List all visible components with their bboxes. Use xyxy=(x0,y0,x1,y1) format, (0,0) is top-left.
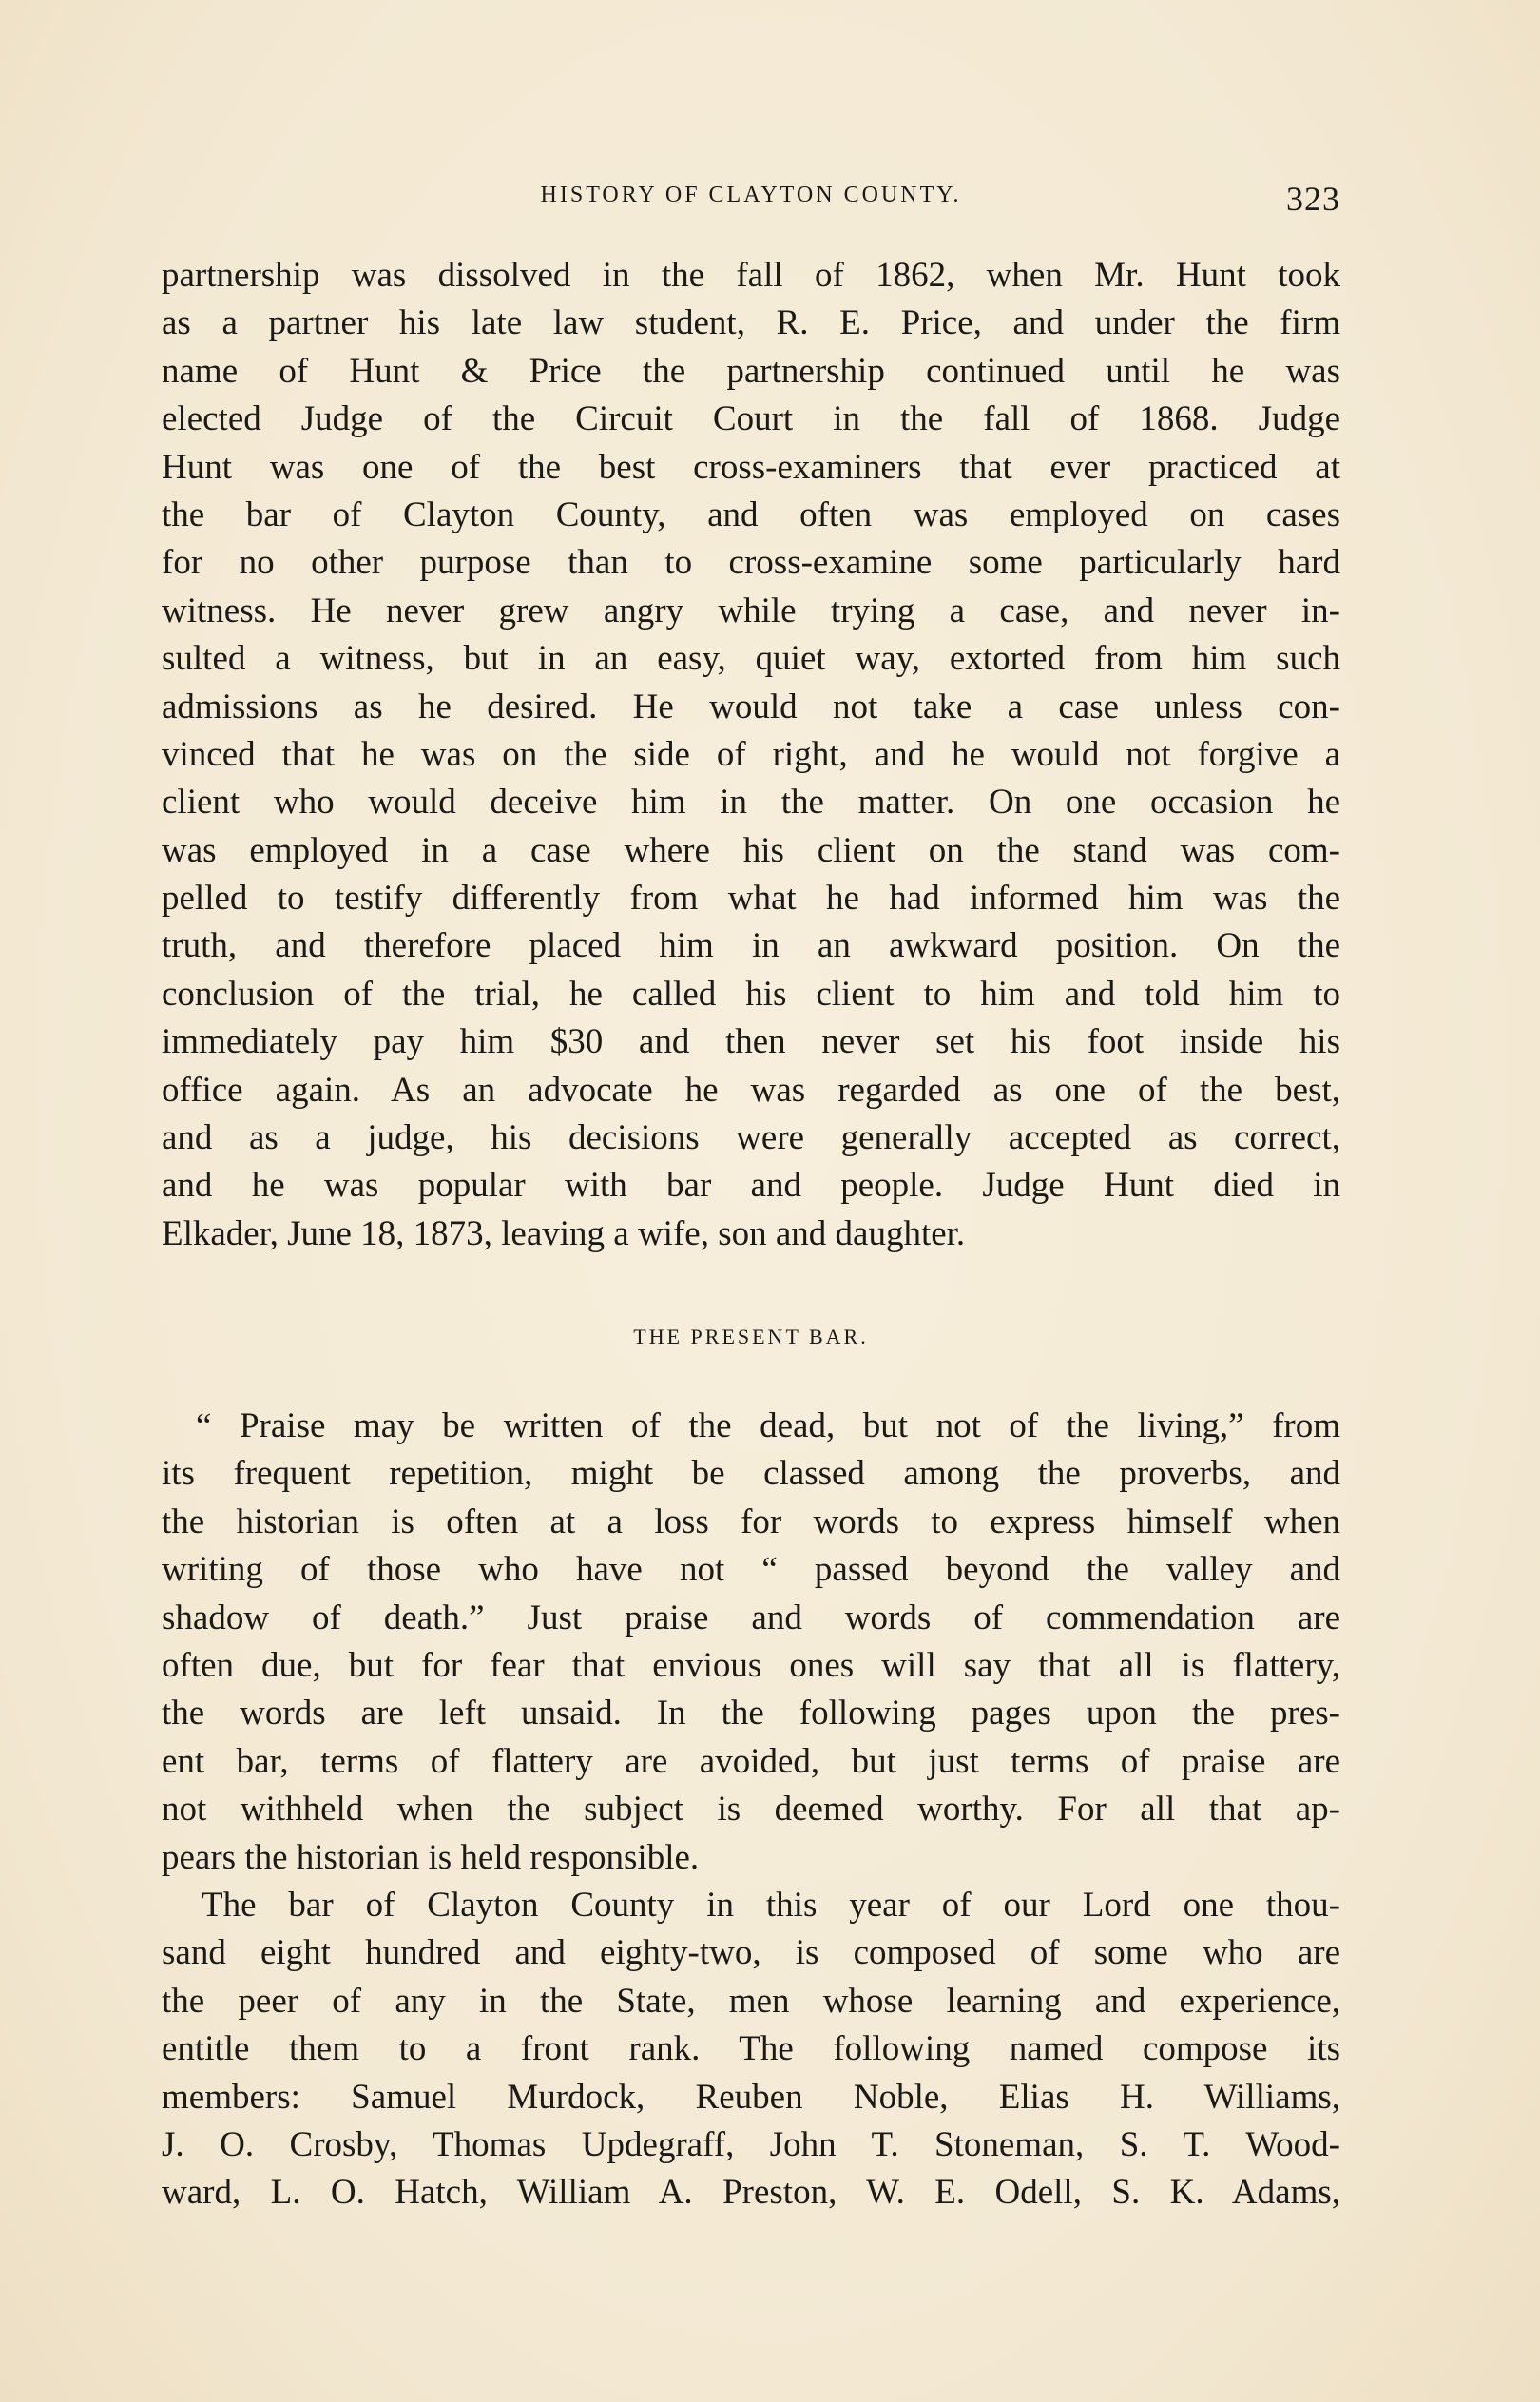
section-heading: THE PRESENT BAR. xyxy=(633,1325,869,1348)
running-head xyxy=(162,180,1340,221)
text-line: conclusion of the trial, he called his client to him and told him to xyxy=(162,974,1340,1014)
text-line: elected Judge of the Circuit Court in the fall of 1868. Judge xyxy=(162,399,1340,439)
text-line: Hunt was one of the best cross-examiners that ever practiced at xyxy=(162,447,1340,487)
text-line: “ Praise may be written of the dead, but not of the living,” from xyxy=(196,1406,1340,1445)
text-line: pears the historian is held responsible. xyxy=(162,1837,700,1877)
text-line: the peer of any in the State, men whose learning and experience, xyxy=(162,1981,1340,2021)
text-line: vinced that he was on the side of right, and he would not forgive a xyxy=(162,734,1340,774)
text-line: its frequent repetition, might be classed among the proverbs, and xyxy=(162,1454,1340,1494)
text-line: pelled to testify differently from what he had informed him was the xyxy=(162,879,1340,919)
text-line: was employed in a case where his client on the stand was com- xyxy=(162,830,1340,870)
text-line: not withheld when the subject is deemed worthy. For all that ap- xyxy=(162,1790,1340,1830)
text-line: office again. As an advocate he was regarded as one of the best, xyxy=(162,1070,1340,1110)
text-line: sulted a witness, but in an easy, quiet way, extorted from him such xyxy=(162,639,1340,679)
text-line: shadow of death.” Just praise and words of commendation are xyxy=(162,1598,1340,1637)
text-line: and as a judge, his decisions were generally accepted as correct, xyxy=(162,1118,1340,1158)
text-line: entitle them to a front rank. The following named compose its xyxy=(162,2029,1340,2069)
text-line: the words are left unsaid. In the following pages upon the pres- xyxy=(162,1694,1340,1734)
text-line: truth, and therefore placed him in an awkward position. On the xyxy=(162,926,1340,966)
text-line: immediately pay him $30 and then never set his foot inside his xyxy=(162,1022,1340,1062)
text-line: Elkader, June 18, 1873, leaving a wife, son and daughter. xyxy=(162,1213,966,1253)
text-line: admissions as he desired. He would not take a case unless con- xyxy=(162,687,1340,726)
text-line: members: Samuel Murdock, Reuben Noble, Elias H. Williams, xyxy=(162,2077,1340,2117)
text-line: writing of those who have not “ passed beyond the valley and xyxy=(162,1550,1340,1590)
text-line: the historian is often at a loss for words to express himself when xyxy=(162,1501,1340,1541)
text-line: as a partner his late law student, R. E. Price, and under the firm xyxy=(162,303,1340,343)
text-line: witness. He never grew angry while trying a case, and never in- xyxy=(162,591,1340,630)
running-title: HISTORY OF CLAYTON COUNTY. xyxy=(540,183,962,207)
text-line: The bar of Clayton County in this year of our Lord one thou- xyxy=(202,1886,1340,1925)
text-line: sand eight hundred and eighty-two, is composed of some who are xyxy=(162,1933,1340,1973)
text-line: name of Hunt & Price the partnership continued until he was xyxy=(162,351,1340,391)
text-line: ent bar, terms of flattery are avoided, but just terms of praise are xyxy=(162,1741,1340,1781)
text-line: and he was popular with bar and people. Judge Hunt died in xyxy=(162,1166,1340,1206)
page-number: 323 xyxy=(1286,180,1340,218)
text-line: J. O. Crosby, Thomas Updegraff, John T. Stoneman, S. T. Wood- xyxy=(162,2124,1340,2164)
text-line: the bar of Clayton County, and often was employed on cases xyxy=(162,494,1340,534)
text-line: ward, L. O. Hatch, William A. Preston, W. E. Odell, S. K. Adams, xyxy=(162,2173,1340,2213)
paragraph-bar-members xyxy=(162,1882,1340,2218)
text-line: often due, but for fear that envious ones will say that all is flattery, xyxy=(162,1645,1340,1685)
paragraph-judge-hunt xyxy=(162,252,1340,1258)
text-line: client who would deceive him in the matter. On one occasion he xyxy=(162,783,1340,823)
paragraph-praise xyxy=(162,1403,1340,1882)
text-line: partnership was dissolved in the fall of 1862, when Mr. Hunt took xyxy=(162,256,1340,295)
text-line: for no other purpose than to cross-examine some particularly hard xyxy=(162,543,1340,583)
